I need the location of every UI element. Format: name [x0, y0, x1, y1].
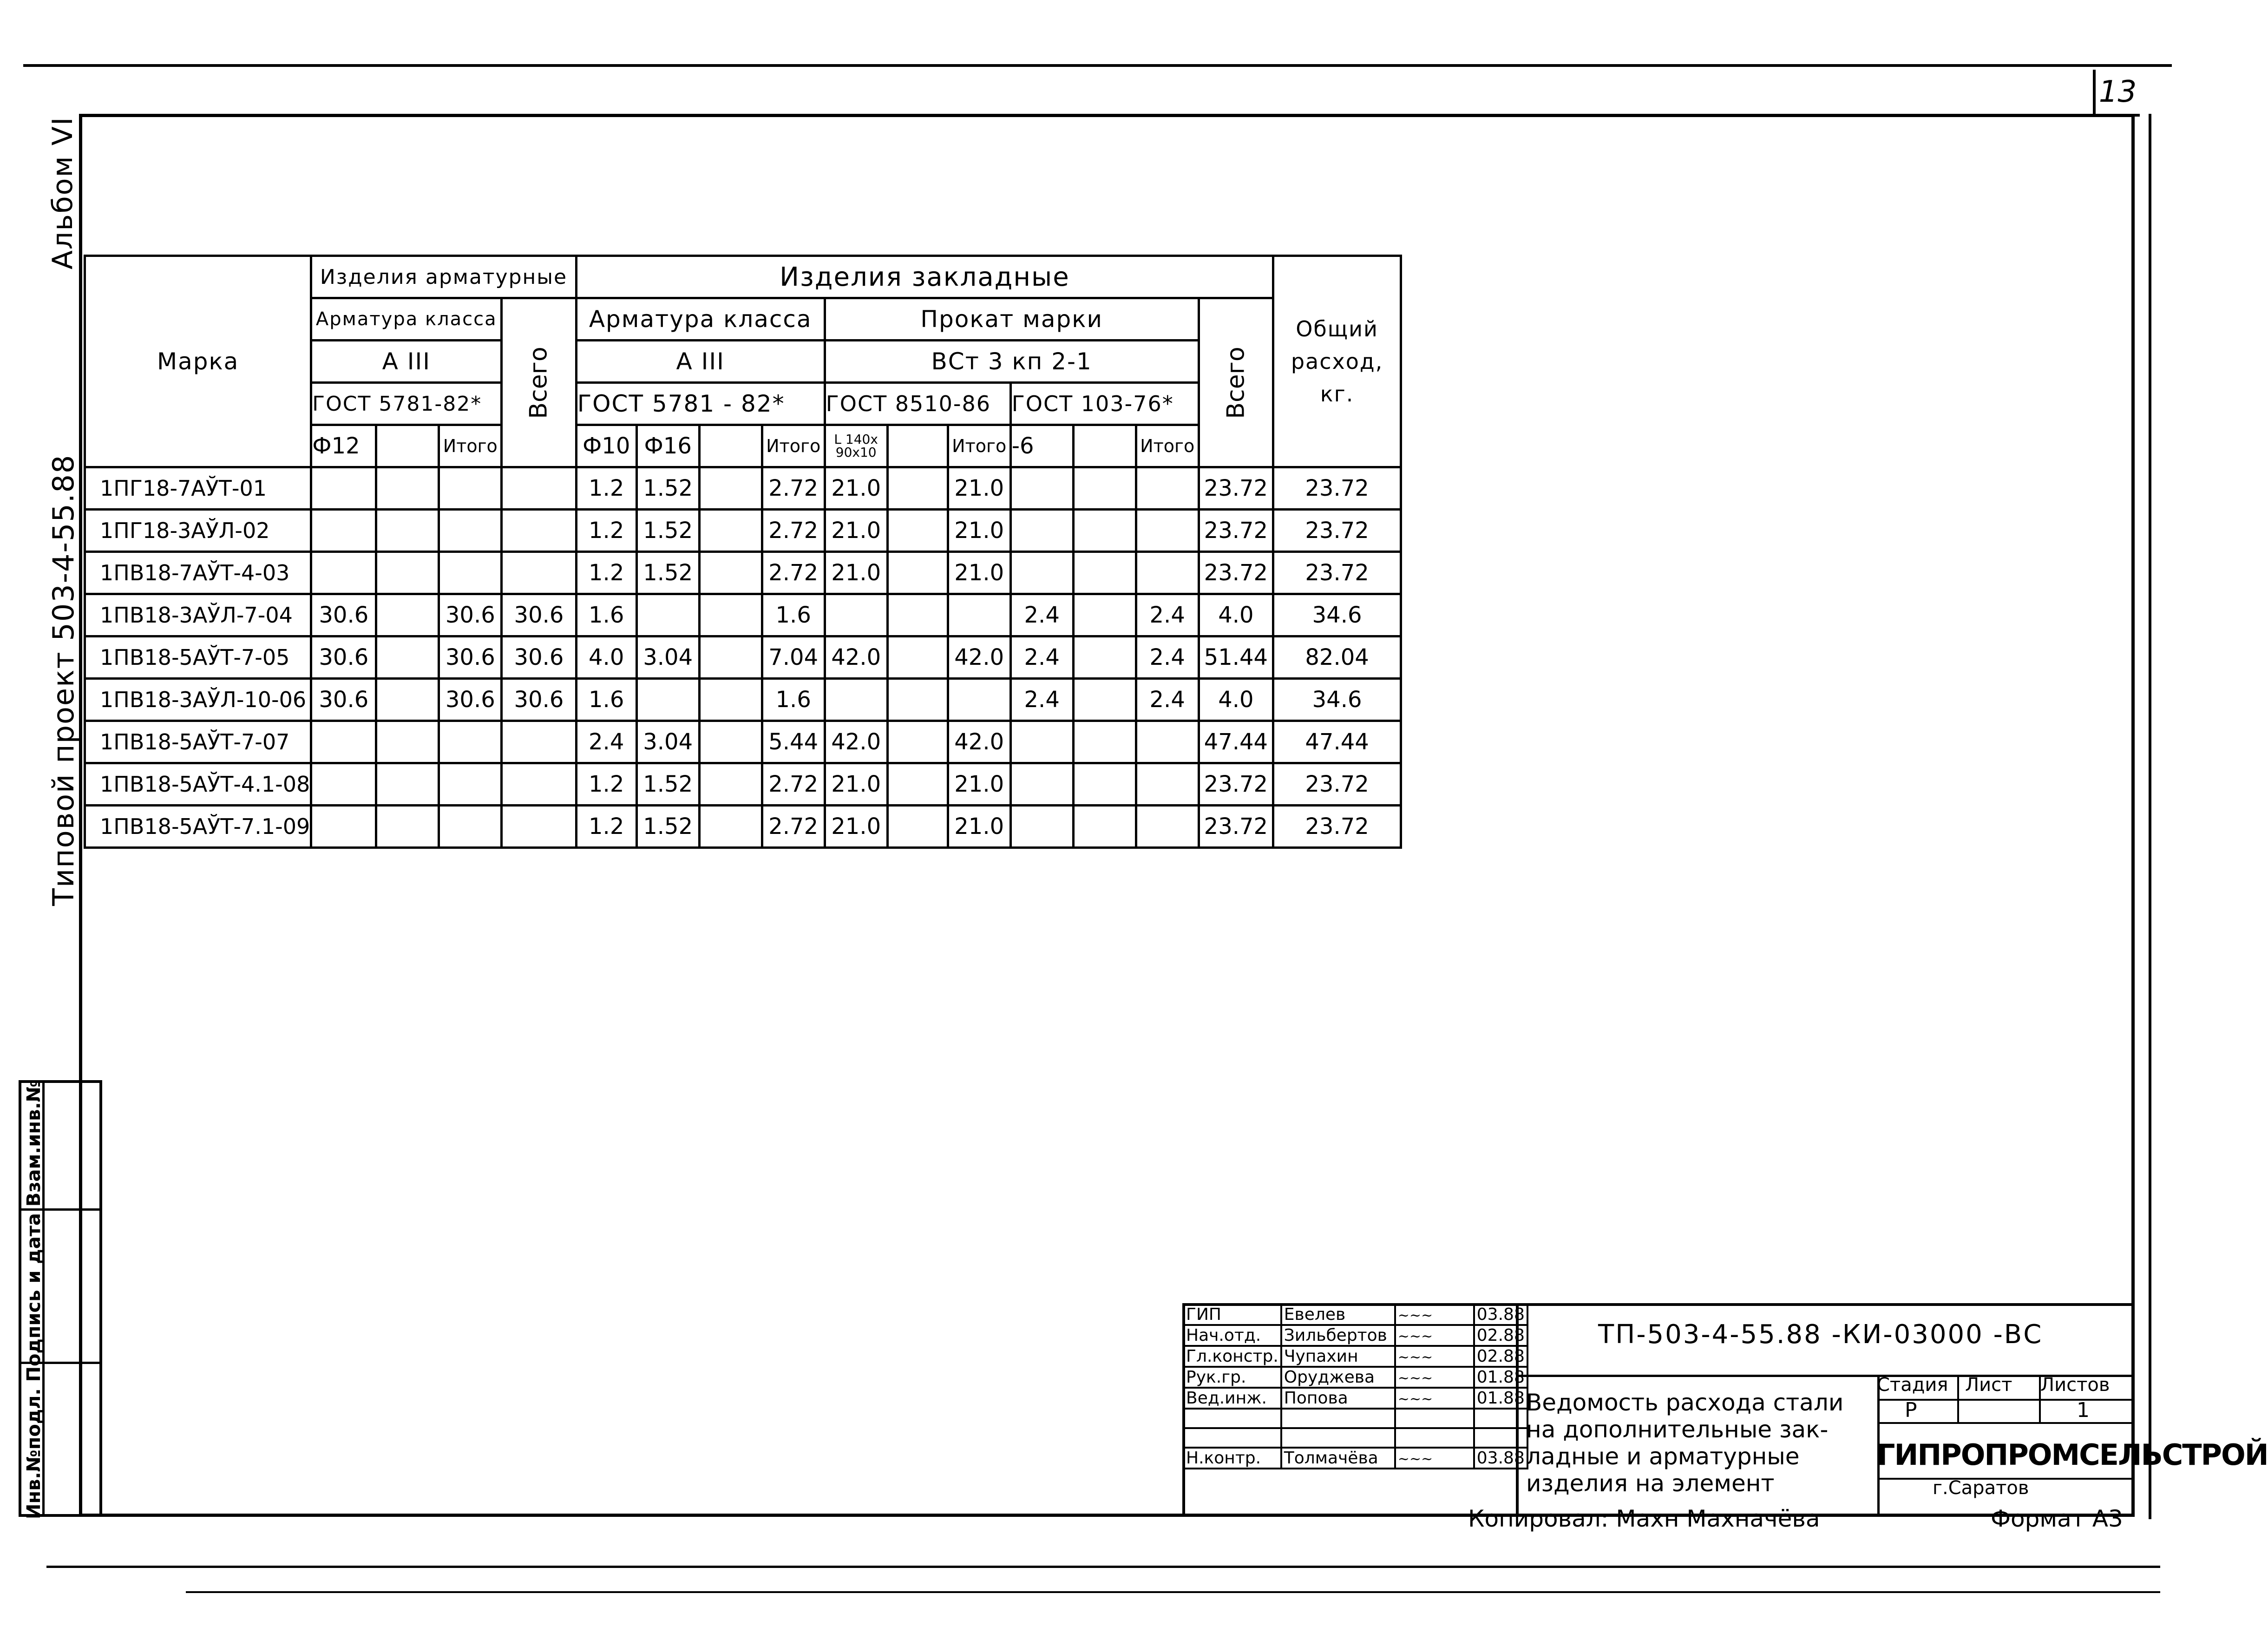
bottom-border-line — [46, 1566, 2160, 1568]
table-cell: 21.0 — [948, 763, 1010, 806]
table-cell — [699, 552, 762, 594]
signature-name: Оруджева — [1281, 1367, 1395, 1388]
table-cell: 1.52 — [636, 552, 699, 594]
table-row — [85, 467, 1401, 510]
header-angle: L 140x 90x10 — [825, 425, 887, 467]
header-itogo-1: Итого — [439, 425, 502, 467]
table-cell — [887, 510, 948, 552]
table-cell: 1.2 — [576, 467, 636, 510]
format-label: Формат А3 — [1991, 1505, 2123, 1532]
table-cell — [311, 552, 376, 594]
album-label: Альбом VI — [46, 116, 79, 269]
table-cell: 21.0 — [825, 763, 887, 806]
table-cell — [699, 594, 762, 636]
table-cell: 30.6 — [311, 636, 376, 679]
row-mark: 1ПВ18-5АЎТ-7-07 — [85, 721, 311, 763]
signature-row — [1183, 1346, 1527, 1367]
table-cell: 1.52 — [636, 467, 699, 510]
signature-scribble — [1395, 1409, 1474, 1428]
row-mark: 1ПВ18-3АЎЛ-10-06 — [85, 679, 311, 721]
header-total-embedded: Всего — [1199, 298, 1273, 467]
table-cell: 1.52 — [636, 510, 699, 552]
stamp-labels: Инв.№подл. Подпись и дата Взам.инв.№ — [23, 1080, 45, 1519]
table-cell: 82.04 — [1273, 636, 1401, 679]
table-cell: 2.72 — [762, 467, 825, 510]
signature-row — [1183, 1448, 1527, 1469]
table-cell — [376, 636, 439, 679]
sheets-label: Листов — [2040, 1374, 2110, 1396]
table-cell: 21.0 — [825, 467, 887, 510]
table-cell: 23.72 — [1273, 510, 1401, 552]
header-empty-a — [376, 425, 439, 467]
signature-date — [1474, 1409, 1527, 1428]
table-row — [85, 594, 1401, 636]
header-empty-d — [1073, 425, 1136, 467]
table-cell: 2.72 — [762, 806, 825, 848]
table-cell: 30.6 — [439, 636, 502, 679]
sheets-value: 1 — [2077, 1398, 2090, 1422]
table-cell — [699, 510, 762, 552]
signature-row — [1183, 1428, 1527, 1448]
signature-date: 03.88 — [1474, 1448, 1527, 1469]
table-cell: 30.6 — [502, 679, 576, 721]
header-empty-b — [699, 425, 762, 467]
table-cell: 30.6 — [502, 636, 576, 679]
signature-row — [1183, 1304, 1527, 1325]
signature-role: Рук.гр. — [1183, 1367, 1281, 1388]
table-cell — [1073, 721, 1136, 763]
table-cell: 21.0 — [948, 806, 1010, 848]
table-cell — [887, 679, 948, 721]
table-cell: 23.72 — [1273, 763, 1401, 806]
table-cell: 2.4 — [1136, 679, 1199, 721]
table-cell — [636, 679, 699, 721]
table-cell — [887, 763, 948, 806]
right-edge-line — [2149, 114, 2151, 1519]
table-cell — [887, 594, 948, 636]
header-itogo-2: Итого — [762, 425, 825, 467]
organization-city: г.Саратов — [1933, 1477, 2029, 1499]
signature-row — [1183, 1325, 1527, 1346]
signature-name: Зильбертов — [1281, 1325, 1395, 1346]
header-embedded-products: Изделия закладные — [576, 256, 1273, 298]
table-cell: 2.4 — [1010, 679, 1073, 721]
document-title: Ведомость расхода стали на дополнительные зак- ладные и арматурные изделия на элемент — [1526, 1389, 1844, 1497]
table-cell — [1010, 721, 1073, 763]
table-cell: 1.2 — [576, 806, 636, 848]
table-cell: 2.72 — [762, 510, 825, 552]
row-mark: 1ПВ18-7АЎТ-4-03 — [85, 552, 311, 594]
table-cell — [376, 510, 439, 552]
table-cell — [1136, 552, 1199, 594]
signature-scribble: ~~~ — [1395, 1346, 1474, 1367]
signature-row — [1183, 1388, 1527, 1409]
signature-name: Евелев — [1281, 1304, 1395, 1325]
table-row — [85, 679, 1401, 721]
table-cell: 51.44 — [1199, 636, 1273, 679]
table-cell — [699, 679, 762, 721]
signature-row — [1183, 1367, 1527, 1388]
row-mark: 1ПГ18-7АЎТ-01 — [85, 467, 311, 510]
table-cell — [825, 594, 887, 636]
signature-name: Толмачёва — [1281, 1448, 1395, 1469]
table-cell — [502, 510, 576, 552]
table-cell — [376, 552, 439, 594]
signature-scribble: ~~~ — [1395, 1448, 1474, 1469]
table-cell: 30.6 — [311, 594, 376, 636]
signature-scribble: ~~~ — [1395, 1325, 1474, 1346]
table-cell: 23.72 — [1199, 552, 1273, 594]
table-cell: 21.0 — [825, 552, 887, 594]
signature-table — [1182, 1303, 1528, 1469]
table-cell: 3.04 — [636, 721, 699, 763]
table-cell — [502, 467, 576, 510]
table-cell — [439, 763, 502, 806]
row-mark: 1ПВ18-5АЎТ-7.1-09 — [85, 806, 311, 848]
header-gost-4: ГОСТ 103-76* — [1010, 383, 1199, 425]
table-cell — [1073, 636, 1136, 679]
header-total-armature: Всего — [502, 298, 576, 467]
table-cell: 4.0 — [576, 636, 636, 679]
signature-date: 01.88 — [1474, 1388, 1527, 1409]
table-cell: 23.72 — [1199, 806, 1273, 848]
table-cell: 1.6 — [762, 594, 825, 636]
table-cell — [439, 467, 502, 510]
signature-date: 01.88 — [1474, 1367, 1527, 1388]
table-cell — [311, 721, 376, 763]
header-armature-class-embedded: Арматура класса — [576, 298, 825, 341]
bottom-border-line-2 — [186, 1591, 2160, 1593]
table-cell — [1073, 510, 1136, 552]
table-cell — [1010, 510, 1073, 552]
table-cell: 2.4 — [1010, 594, 1073, 636]
steel-consumption-table — [84, 255, 1402, 849]
table-cell: 21.0 — [948, 552, 1010, 594]
signature-date: 02.88 — [1474, 1346, 1527, 1367]
table-cell: 30.6 — [439, 594, 502, 636]
header-empty-c — [887, 425, 948, 467]
table-cell: 2.72 — [762, 552, 825, 594]
table-cell — [502, 552, 576, 594]
table-cell — [376, 806, 439, 848]
signature-scribble — [1395, 1428, 1474, 1448]
table-cell — [311, 510, 376, 552]
table-cell: 23.72 — [1273, 552, 1401, 594]
table-cell: 42.0 — [825, 636, 887, 679]
sheet-label: Лист — [1965, 1374, 2012, 1396]
page-number: 13 — [2093, 70, 2140, 117]
header-class-a3: A III — [311, 341, 502, 383]
table-cell — [699, 806, 762, 848]
table-cell: 30.6 — [502, 594, 576, 636]
signature-role: Гл.констр. — [1183, 1346, 1281, 1367]
table-cell — [1073, 467, 1136, 510]
table-cell — [887, 721, 948, 763]
table-cell — [636, 594, 699, 636]
table-row — [85, 552, 1401, 594]
table-cell — [439, 552, 502, 594]
header-gost-1: ГОСТ 5781-82* — [311, 383, 502, 425]
signature-scribble: ~~~ — [1395, 1304, 1474, 1325]
header-gost-3: ГОСТ 8510-86 — [825, 383, 1010, 425]
signature-row — [1183, 1409, 1527, 1428]
table-cell: 47.44 — [1273, 721, 1401, 763]
table-cell: 4.0 — [1199, 679, 1273, 721]
table-row — [85, 763, 1401, 806]
header-rolled: Прокат марки — [825, 298, 1199, 341]
table-cell — [948, 679, 1010, 721]
copied-by: Копировал: Махн Махначёва — [1468, 1505, 1820, 1532]
organization-name: ГИПРОПРОМСЕЛЬСТРОЙ — [1877, 1438, 2268, 1472]
signature-role — [1183, 1428, 1281, 1448]
table-cell — [1073, 763, 1136, 806]
table-cell — [1010, 467, 1073, 510]
table-cell: 7.04 — [762, 636, 825, 679]
table-cell — [439, 721, 502, 763]
table-cell — [1136, 721, 1199, 763]
table-cell — [1073, 806, 1136, 848]
table-cell: 21.0 — [948, 467, 1010, 510]
table-cell: 23.72 — [1273, 806, 1401, 848]
table-cell — [311, 763, 376, 806]
header-phi10: Ф10 — [576, 425, 636, 467]
table-cell — [439, 806, 502, 848]
header-minus6: -6 — [1010, 425, 1073, 467]
table-cell — [376, 467, 439, 510]
signature-role: Н.контр. — [1183, 1448, 1281, 1469]
signature-name — [1281, 1428, 1395, 1448]
signature-role: Вед.инж. — [1183, 1388, 1281, 1409]
table-cell — [376, 721, 439, 763]
table-cell — [1136, 806, 1199, 848]
table-cell — [1136, 763, 1199, 806]
table-cell: 1.2 — [576, 763, 636, 806]
table-cell — [1073, 594, 1136, 636]
signature-role — [1183, 1409, 1281, 1428]
table-cell — [1010, 552, 1073, 594]
header-armature-class: Арматура класса — [311, 298, 502, 341]
table-cell — [1136, 510, 1199, 552]
table-cell: 23.72 — [1273, 467, 1401, 510]
header-phi16: Ф16 — [636, 425, 699, 467]
table-cell — [1010, 763, 1073, 806]
row-mark: 1ПВ18-5АЎТ-7-05 — [85, 636, 311, 679]
stage-label: Стадия — [1877, 1374, 1948, 1396]
row-mark: 1ПВ18-5АЎТ-4.1-08 — [85, 763, 311, 806]
table-cell — [376, 763, 439, 806]
table-cell: 34.6 — [1273, 594, 1401, 636]
signature-name: Попова — [1281, 1388, 1395, 1409]
table-row — [85, 721, 1401, 763]
table-cell — [699, 636, 762, 679]
table-cell — [1010, 806, 1073, 848]
table-cell: 21.0 — [825, 510, 887, 552]
table-cell — [699, 763, 762, 806]
table-cell — [376, 594, 439, 636]
table-cell: 30.6 — [439, 679, 502, 721]
header-class-a3-embedded: A III — [576, 341, 825, 383]
header-rolled-grade: ВСт 3 кп 2-1 — [825, 341, 1199, 383]
table-cell: 23.72 — [1199, 510, 1273, 552]
table-cell — [502, 763, 576, 806]
table-cell — [376, 679, 439, 721]
signature-scribble: ~~~ — [1395, 1367, 1474, 1388]
table-cell: 21.0 — [825, 806, 887, 848]
top-border-line — [23, 64, 2172, 67]
table-cell: 21.0 — [948, 510, 1010, 552]
table-cell — [948, 594, 1010, 636]
table-cell: 2.4 — [1010, 636, 1073, 679]
header-phi12: Ф12 — [311, 425, 376, 467]
table-cell: 1.52 — [636, 763, 699, 806]
table-cell: 34.6 — [1273, 679, 1401, 721]
table-cell: 23.72 — [1199, 467, 1273, 510]
header-mark: Марка — [85, 256, 311, 467]
table-cell: 1.2 — [576, 510, 636, 552]
table-cell: 3.04 — [636, 636, 699, 679]
table-cell — [887, 467, 948, 510]
document-code: ТП-503-4-55.88 -КИ-03000 -ВС — [1598, 1319, 2043, 1350]
table-cell — [887, 806, 948, 848]
header-armature-products: Изделия арматурные — [311, 256, 576, 298]
table-cell — [699, 467, 762, 510]
table-cell: 1.6 — [576, 594, 636, 636]
signature-date — [1474, 1428, 1527, 1448]
table-cell — [1073, 679, 1136, 721]
signature-date: 03.88 — [1474, 1304, 1527, 1325]
table-cell: 1.2 — [576, 552, 636, 594]
table-cell — [311, 467, 376, 510]
signature-name: Чупахин — [1281, 1346, 1395, 1367]
table-cell: 1.6 — [762, 679, 825, 721]
table-cell: 4.0 — [1199, 594, 1273, 636]
table-cell — [439, 510, 502, 552]
table-cell: 1.6 — [576, 679, 636, 721]
table-cell: 30.6 — [311, 679, 376, 721]
table-cell — [1073, 552, 1136, 594]
row-mark: 1ПВ18-3АЎЛ-7-04 — [85, 594, 311, 636]
table-cell: 42.0 — [948, 721, 1010, 763]
header-itogo-4: Итого — [1136, 425, 1199, 467]
table-row — [85, 510, 1401, 552]
row-mark: 1ПГ18-3АЎЛ-02 — [85, 510, 311, 552]
header-gost-2: ГОСТ 5781 - 82* — [576, 383, 825, 425]
table-cell: 47.44 — [1199, 721, 1273, 763]
table-cell — [1136, 467, 1199, 510]
table-cell: 2.4 — [1136, 594, 1199, 636]
table-cell: 2.4 — [1136, 636, 1199, 679]
signature-scribble: ~~~ — [1395, 1388, 1474, 1409]
table-cell — [311, 806, 376, 848]
table-row — [85, 806, 1401, 848]
signature-role: ГИП — [1183, 1304, 1281, 1325]
stage-value: Р — [1905, 1398, 1917, 1422]
table-cell: 5.44 — [762, 721, 825, 763]
table-row — [85, 636, 1401, 679]
signature-name — [1281, 1409, 1395, 1428]
table-cell: 1.52 — [636, 806, 699, 848]
table-cell — [502, 721, 576, 763]
table-cell — [699, 721, 762, 763]
signature-role: Нач.отд. — [1183, 1325, 1281, 1346]
header-total-consumption: Общий расход, кг. — [1273, 256, 1401, 467]
header-itogo-3: Итого — [948, 425, 1010, 467]
table-cell — [502, 806, 576, 848]
signature-date: 02.88 — [1474, 1325, 1527, 1346]
table-cell: 2.72 — [762, 763, 825, 806]
table-cell — [887, 552, 948, 594]
table-cell: 42.0 — [948, 636, 1010, 679]
table-cell — [887, 636, 948, 679]
table-cell — [825, 679, 887, 721]
table-cell: 23.72 — [1199, 763, 1273, 806]
project-label: Типовой проект 503-4-55.88 — [46, 454, 80, 906]
table-cell: 2.4 — [576, 721, 636, 763]
table-cell: 42.0 — [825, 721, 887, 763]
